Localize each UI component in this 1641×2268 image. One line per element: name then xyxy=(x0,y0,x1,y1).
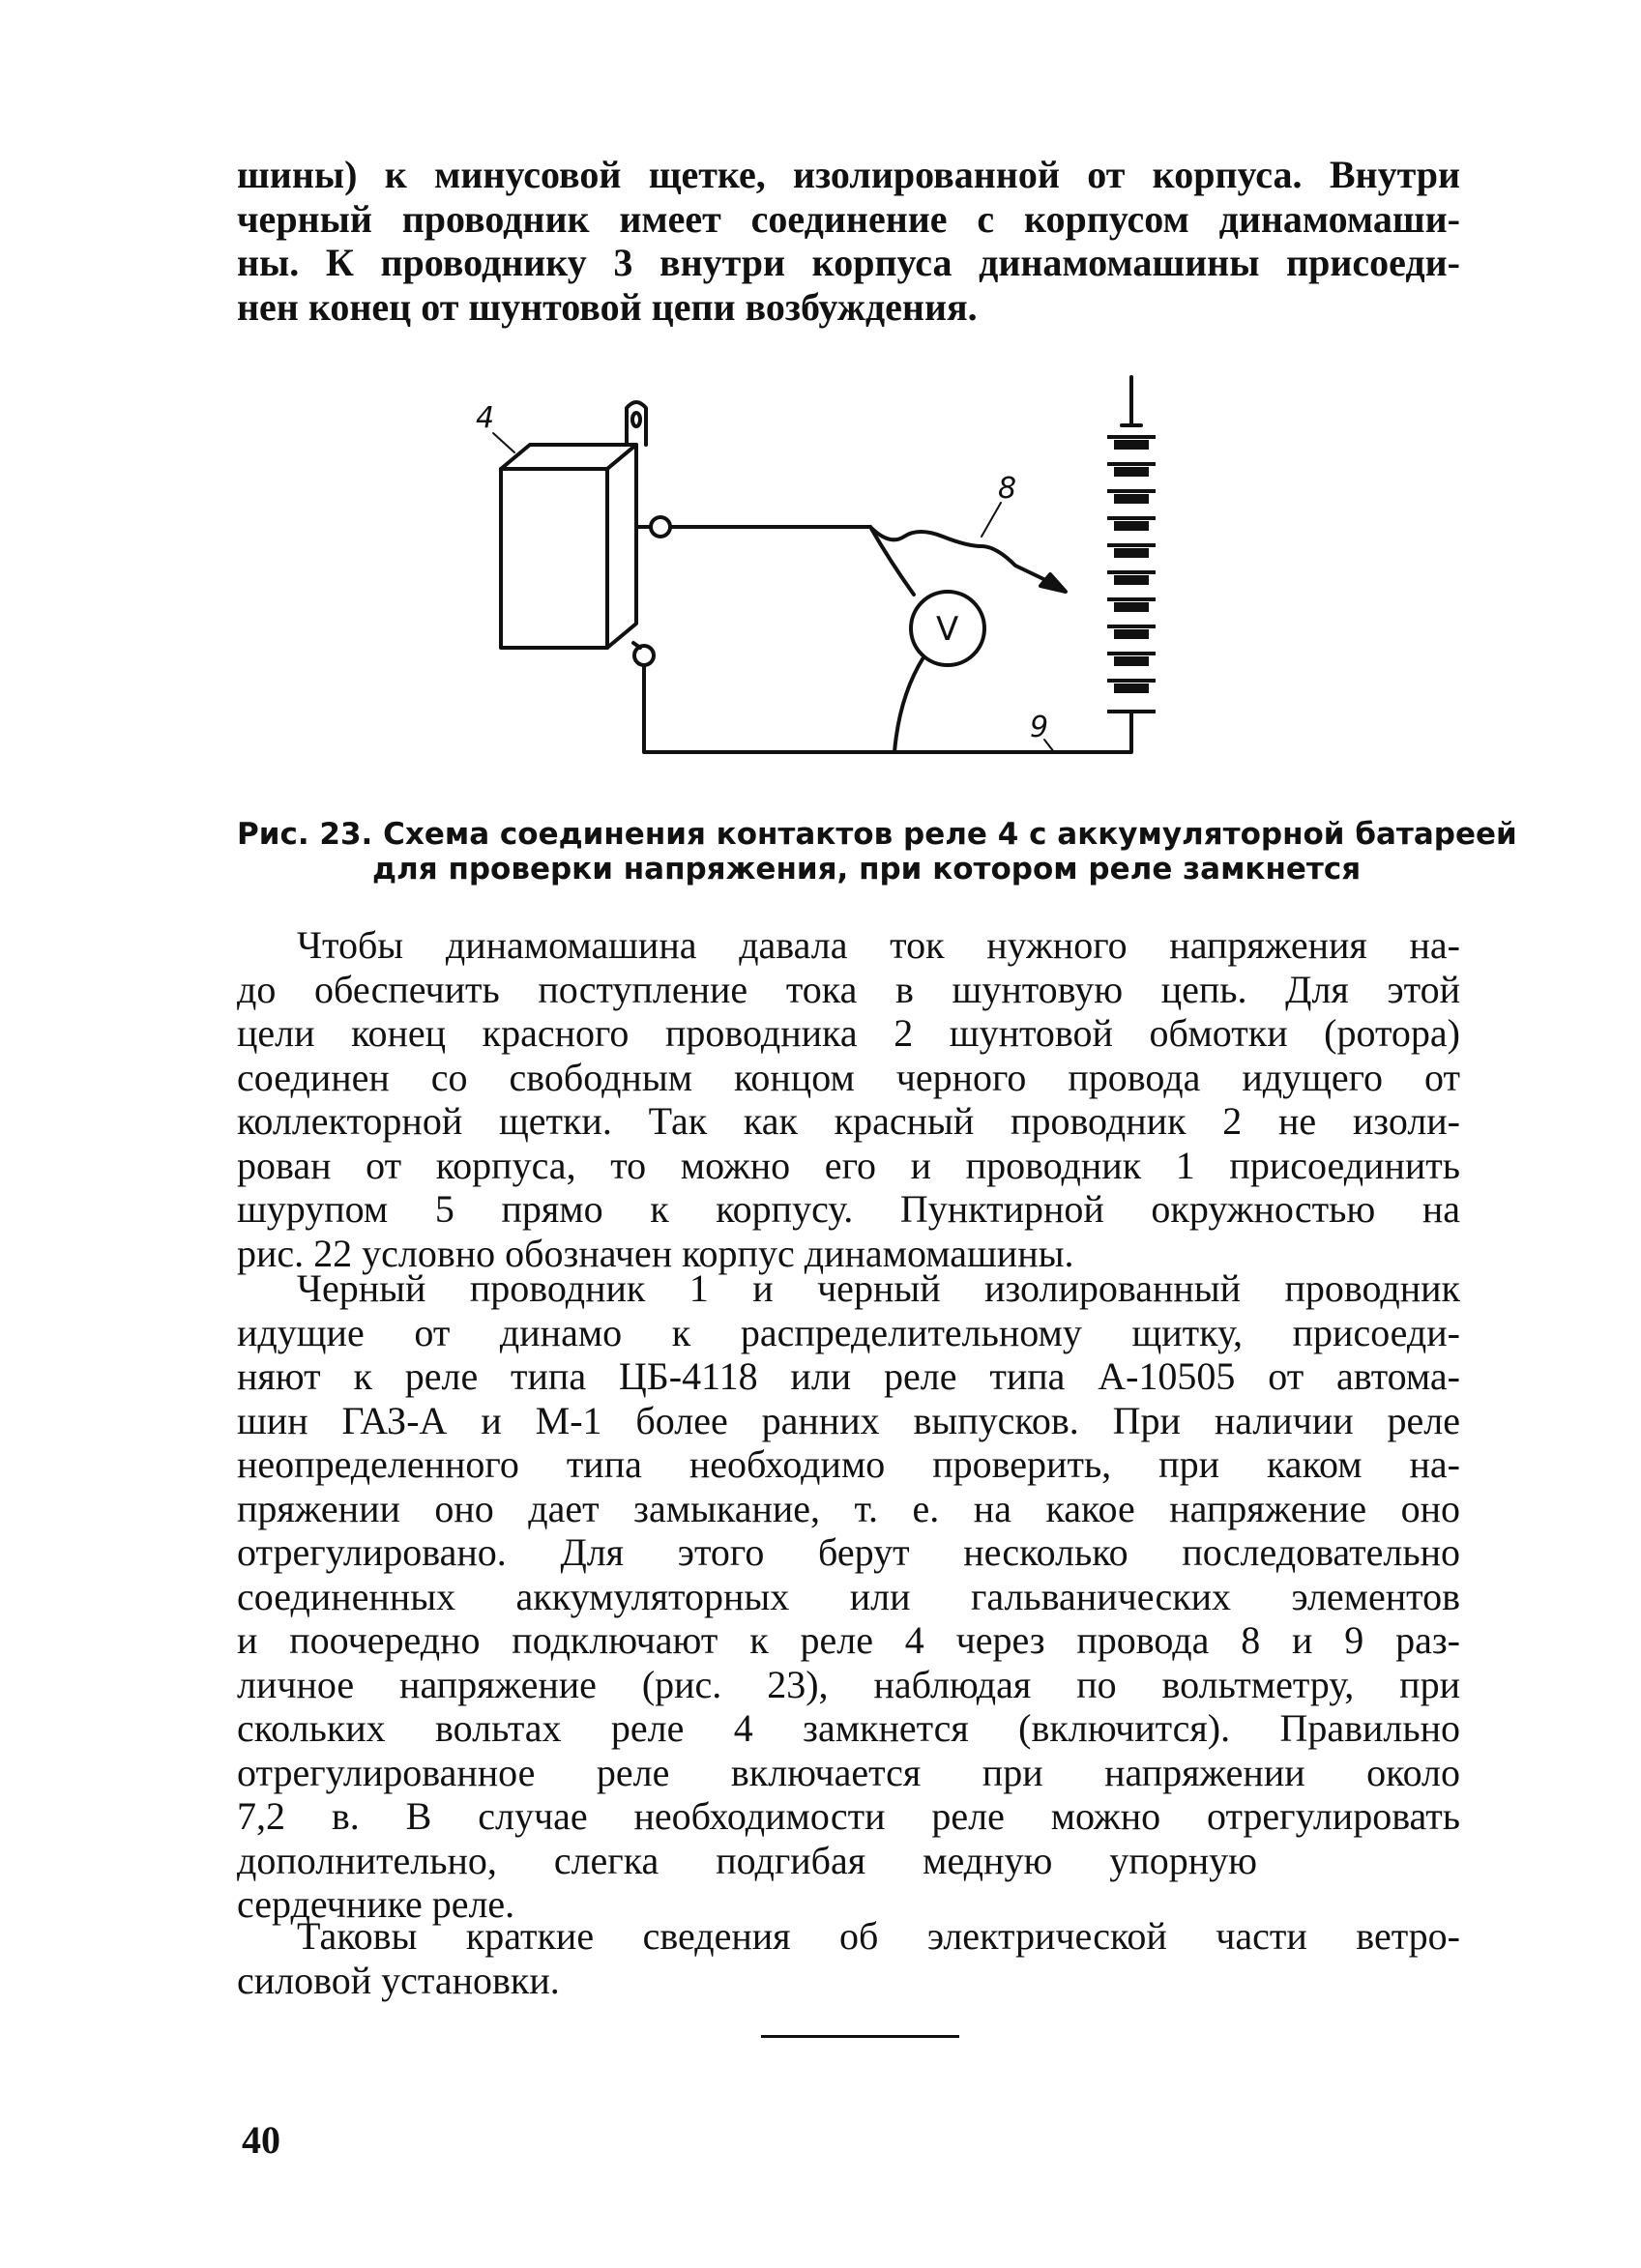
text-line: отрегулировано. Для этого берут несколько последовательно xyxy=(237,1530,1460,1574)
text-line: до обеспечить поступление тока в шунтовую цепь. Для этой xyxy=(237,967,1460,1011)
paragraph xyxy=(237,1914,1460,2002)
relay-middle-terminal xyxy=(651,517,670,537)
relay-battery-circuit-diagram xyxy=(464,348,1238,793)
text-line: рис. 22 условно обозначен корпус динамомашины. xyxy=(237,1231,1074,1275)
text-line: соединенных аккумуляторных или гальванических элементов xyxy=(237,1574,1460,1618)
label-wire-8: 8 xyxy=(998,472,1017,506)
text-line: Чтобы динамомашина давала ток нужного напряжения на- xyxy=(297,923,1460,967)
wire-bottom xyxy=(644,665,1131,752)
wire-8-arrow xyxy=(1040,574,1066,592)
text-line: скольких вольтах реле 4 замкнется (включится). Правильно xyxy=(237,1706,1460,1750)
label-relay-4: 4 xyxy=(476,401,495,435)
caption-line: для проверки напряжения, при котором реле замкнется xyxy=(372,852,1362,887)
paragraph xyxy=(237,923,1460,1275)
text-line: нен конец от шунтовой цепи возбуждения. xyxy=(237,284,978,329)
voltmeter-label: V xyxy=(936,610,959,649)
text-line: черный проводник имеет соединение с корпусом динамомаши- xyxy=(237,196,1460,241)
text-line: шины) к минусовой щетке, изолированной от корпуса. Внутри xyxy=(237,153,1460,196)
figure-caption xyxy=(237,817,1517,887)
relay-bottom-terminal xyxy=(634,646,654,665)
text-line: личное напряжение (рис. 23), наблюдая по вольтметру, при xyxy=(237,1662,1460,1706)
label-wire-9: 9 xyxy=(1030,711,1049,744)
relay-top-terminal xyxy=(627,402,646,445)
text-line: ны. К проводнику 3 внутри корпуса динамомашины присоеди- xyxy=(237,241,1460,284)
text-line: шурупом 5 прямо к корпусу. Пунктирной окружностью на xyxy=(237,1187,1460,1231)
caption-line: Рис. 23. Схема соединения контактов реле 4 с аккумуляторной батареей xyxy=(237,817,1517,852)
page-number: 40 xyxy=(242,2118,280,2162)
relay-box xyxy=(501,445,636,648)
text-line: шин ГАЗ-А и М-1 более ранних выпусков. При наличии реле xyxy=(237,1398,1460,1442)
text-line: отрегулированное реле включается при напряжении около xyxy=(237,1750,1460,1794)
text-line: пряжении оно дает замыкание, т. е. на какое напряжение оно xyxy=(237,1486,1460,1530)
text-line: няют к реле типа ЦБ-4118 или реле типа А-10505 от автома- xyxy=(237,1354,1460,1398)
text-line: коллекторной щетки. Так как красный проводник 2 не изоли- xyxy=(237,1099,1460,1143)
paragraph xyxy=(237,1266,1460,1927)
wire-8 xyxy=(870,527,1062,588)
text-line: сердечнике реле. xyxy=(237,1882,515,1926)
text-line: Таковы краткие сведения об электрической части ветро- xyxy=(297,1914,1460,1958)
text-line: рован от корпуса, то можно его и проводник 1 присоединить xyxy=(237,1143,1460,1187)
text-line: цели конец красного проводника 2 шунтовой обмотки (ротора) xyxy=(237,1011,1460,1055)
intro-paragraph xyxy=(237,153,1460,329)
battery-stack xyxy=(1107,437,1156,728)
text-line: силовой установки. xyxy=(237,1958,560,2002)
text-line: идущие от динамо к распределительному щитку, присоеди- xyxy=(237,1310,1460,1354)
text-line: дополнительно, слегка подгибая медную упорную xyxy=(237,1838,1257,1882)
text-line: неопределенного типа необходимо проверить, при каком на- xyxy=(237,1442,1460,1486)
section-divider xyxy=(761,2035,959,2038)
text-line: соединен со свободным концом черного провода идущего от xyxy=(237,1055,1460,1099)
text-line: и поочередно подключают к реле 4 через провода 8 и 9 раз- xyxy=(237,1618,1460,1662)
text-line: 7,2 в. В случае необходимости реле можно отрегулировать xyxy=(237,1794,1460,1838)
text-line: Черный проводник 1 и черный изолированный проводник xyxy=(297,1266,1460,1310)
